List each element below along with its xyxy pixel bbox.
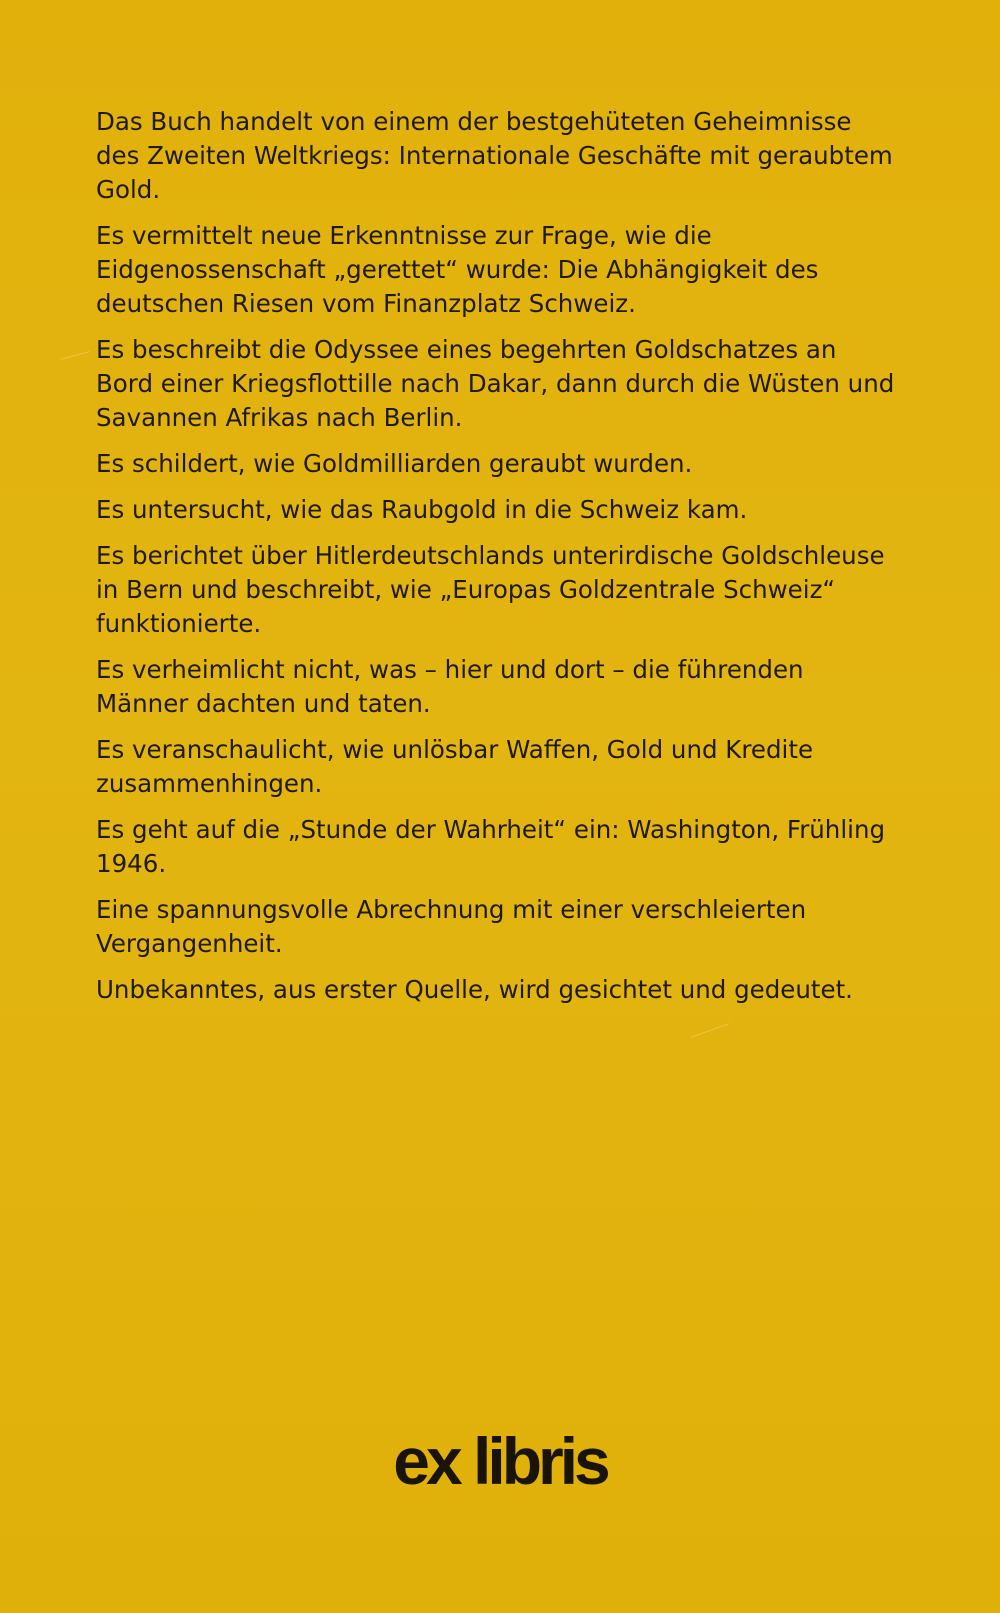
blurb-paragraph: Es berichtet über Hitlerdeutschlands unterirdische Goldschleuse in Bern und beschreibt, wie „Europas Goldzentrale Schweiz“ funktionierte. — [96, 541, 885, 638]
publisher-logo: ex libris — [393, 1424, 607, 1498]
blurb-paragraph: Das Buch handelt von einem der bestgehüteten Geheimnisse des Zweiten Weltkriegs: Internationale Geschäfte mit geraubtem Gold. — [96, 107, 893, 204]
blurb-paragraph: Eine spannungsvolle Abrechnung mit einer verschleierten Vergangenheit. — [96, 895, 807, 958]
blurb-paragraph: Es beschreibt die Odyssee eines begehrten Goldschatzes an Bord einer Kriegsflottille nach Dakar, dann durch die Wüsten und Savannen Afrikas nach Berlin. — [96, 335, 895, 432]
blurb-paragraph: Es untersucht, wie das Raubgold in die Schweiz kam. — [96, 495, 748, 524]
blurb-paragraph: Es verheimlicht nicht, was – hier und dort – die führenden Männer dachten und taten. — [96, 655, 804, 718]
blurb-paragraph: Es geht auf die „Stunde der Wahrheit“ ein: Washington, Frühling 1946. — [96, 815, 886, 878]
blurb-paragraph: Unbekanntes, aus erster Quelle, wird gesichtet und gedeutet. — [96, 975, 853, 1004]
blurb-text — [96, 105, 896, 1019]
cover-scratch — [60, 351, 89, 360]
blurb-paragraph: Es veranschaulicht, wie unlösbar Waffen, Gold und Kredite zusammenhingen. — [96, 735, 814, 798]
cover-scratch — [691, 1023, 729, 1038]
blurb-paragraph: Es schildert, wie Goldmilliarden geraubt wurden. — [96, 449, 693, 478]
blurb-paragraph: Es vermittelt neue Erkenntnisse zur Frage, wie die Eidgenossenschaft „gerettet“ wurde: Die Abhängigkeit des deutschen Riesen vom Finanzplatz Schweiz. — [96, 221, 819, 318]
